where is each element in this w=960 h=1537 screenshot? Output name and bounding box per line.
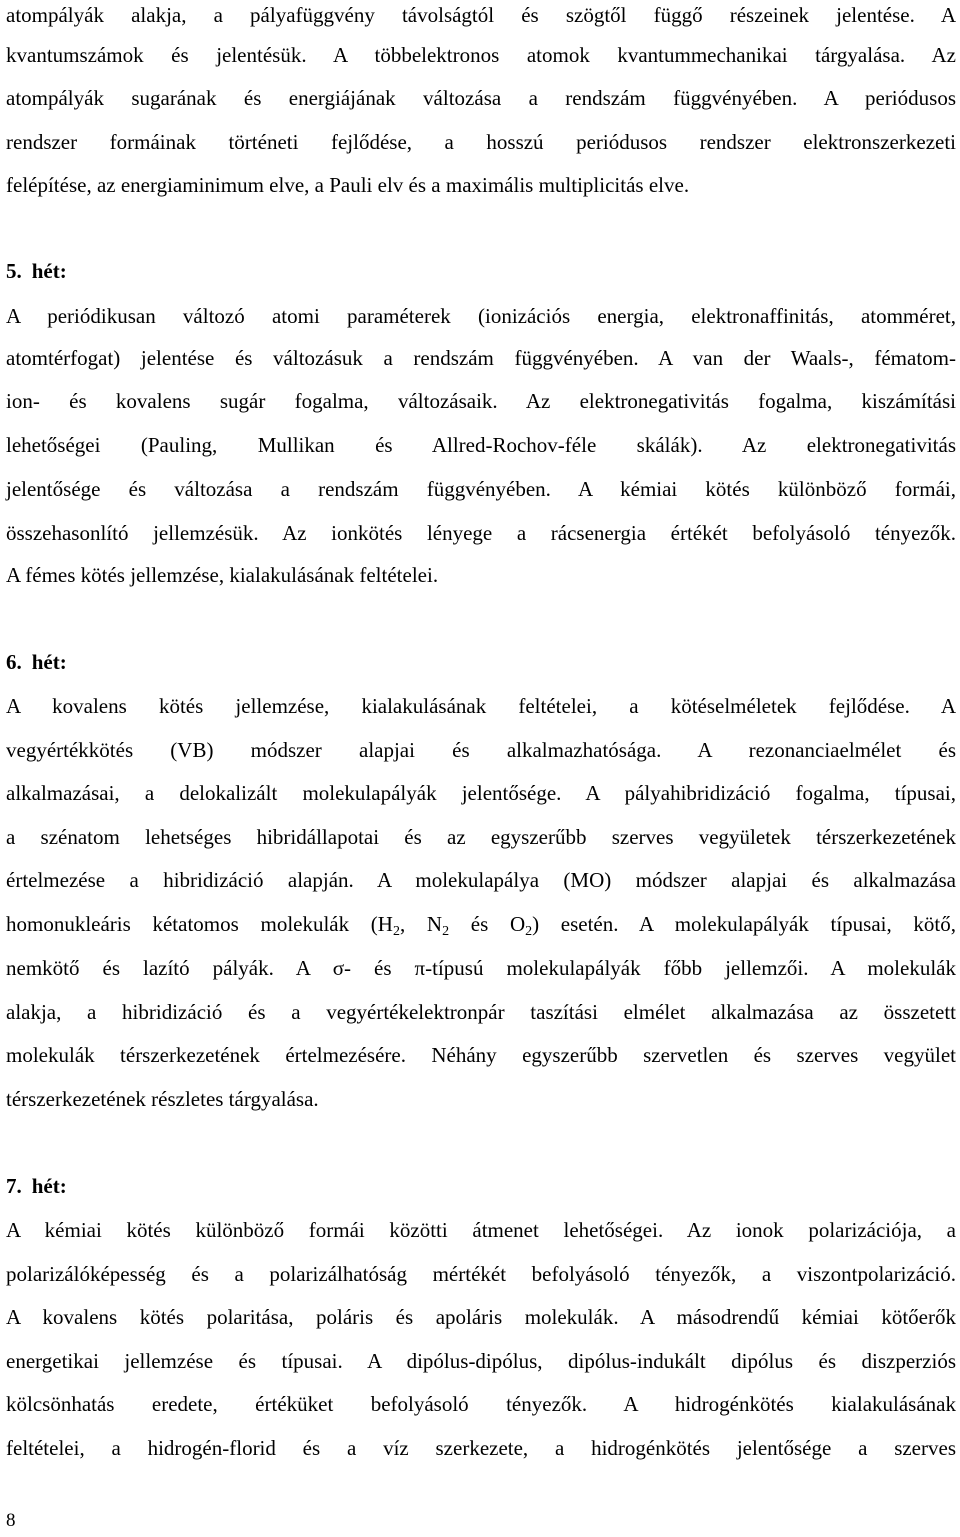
oxygen-formula: $O_2$	[509, 912, 533, 939]
week-label: hét:	[31, 1174, 67, 1198]
week-7-line: energetikai jellemzése és típusai. A dipólus-dipólus, dipólus-indukált dipólus és diszperziós	[6, 1349, 956, 1373]
week-7-line: A kovalens kötés polaritása, poláris és apoláris molekulák. A másodrendű kémiai kötőerők	[6, 1305, 956, 1329]
week-5-line: atomtérfogat) jelentése és változásuk a rendszám függvényében. A van der Waals-, fématom-	[6, 346, 956, 370]
intro-line: atompályák alakja, a pályafüggvény távolságtól és szögtől függő részeinek jelentése. A	[6, 3, 956, 27]
week-7-line: feltételei, a hidrogén-florid és a víz szerkezete, a hidrogénkötés jelentősége a szerves	[6, 1436, 956, 1460]
week-5-line: A periódikusan változó atomi paraméterek (ionizációs energia, elektronaffinitás, atomméret,	[6, 304, 956, 328]
intro-line: kvantumszámok és jelentésük. A többelektronos atomok kvantummechanikai tárgyalása. Az	[6, 43, 956, 67]
page-number: 8	[6, 1510, 16, 1531]
week-5-heading	[6, 256, 67, 286]
week-5-line: A fémes kötés jellemzése, kialakulásának feltételei.	[6, 563, 439, 587]
week-6-line: molekulák térszerkezetének értelmezésére. Néhány egyszerűbb szervetlen és szerves vegyület	[6, 1043, 956, 1067]
week-6-line: alakja, a hibridizáció és a vegyértékelektronpár taszítási elmélet alkalmazása az összetett	[6, 1000, 956, 1024]
week-7-heading	[6, 1171, 67, 1201]
week-number: 7.	[6, 1174, 22, 1198]
week-6-formula-line: homonukleáris kétatomos molekulák ($H_2$, $N_2$ és $O_2$) esetén. A molekulapályák típusai, kötő,	[6, 912, 957, 939]
week-7-line: kölcsönhatás eredete, értéküket befolyásoló tényezők. A hidrogénkötés kialakulásának	[6, 1392, 956, 1416]
week-7-line: polarizálóképesség és a polarizálhatóság mértékét befolyásoló tényezők, a viszontpolarizáció.	[6, 1262, 956, 1286]
week-label: hét:	[31, 650, 67, 674]
week-6-line: nemkötő és lazító pályák. A σ- és π-típusú molekulapályák főbb jellemzői. A molekulák	[6, 956, 956, 980]
week-5-line: lehetőségei (Pauling, Mullikan és Allred-Rochov-féle skálák). Az elektronegativitás	[6, 433, 956, 457]
nitrogen-formula: $N_2$	[426, 912, 450, 939]
week-6-line: a szénatom lehetséges hibridállapotai és az egyszerűbb szerves vegyületek térszerkezetének	[6, 825, 956, 849]
week-number: 6.	[6, 650, 22, 674]
week-5-line: összehasonlító jellemzésük. Az ionkötés lényege a rácsenergia értékét befolyásoló tényezők.	[6, 521, 956, 545]
week-6-line: értelmezése a hibridizáció alapján. A molekulapálya (MO) módszer alapjai és alkalmazása	[6, 868, 956, 892]
week-6-heading	[6, 647, 67, 677]
week-5-line: jelentősége és változása a rendszám függvényében. A kémiai kötés különböző formái,	[6, 477, 956, 501]
intro-line: atompályák sugarának és energiájának változása a rendszám függvényében. A periódusos	[6, 86, 956, 110]
week-7-line: A kémiai kötés különböző formái közötti átmenet lehetőségei. Az ionok polarizációja, a	[6, 1218, 956, 1242]
week-number: 5.	[6, 259, 22, 283]
week-6-line: A kovalens kötés jellemzése, kialakulásának feltételei, a kötéselméletek fejlődése. A	[6, 694, 956, 718]
week-6-line: térszerkezetének részletes tárgyalása.	[6, 1087, 319, 1111]
week-6-line: alkalmazásai, a delokalizált molekulapályák jelentősége. A pályahibridizáció fogalma, típusai,	[6, 781, 956, 805]
week-label: hét:	[31, 259, 67, 283]
intro-line: felépítése, az energiaminimum elve, a Pauli elv és a maximális multiplicitás elve.	[6, 173, 690, 197]
week-6-line: vegyértékkötés (VB) módszer alapjai és alkalmazhatósága. A rezonanciaelmélet és	[6, 738, 956, 762]
hydrogen-formula: $H_2$	[377, 912, 400, 939]
intro-line: rendszer formáinak történeti fejlődése, a hosszú periódusos rendszer elektronszerkezeti	[6, 130, 956, 154]
week-5-line: ion- és kovalens sugár fogalma, változásaik. Az elektronegativitás fogalma, kiszámítási	[6, 389, 956, 413]
